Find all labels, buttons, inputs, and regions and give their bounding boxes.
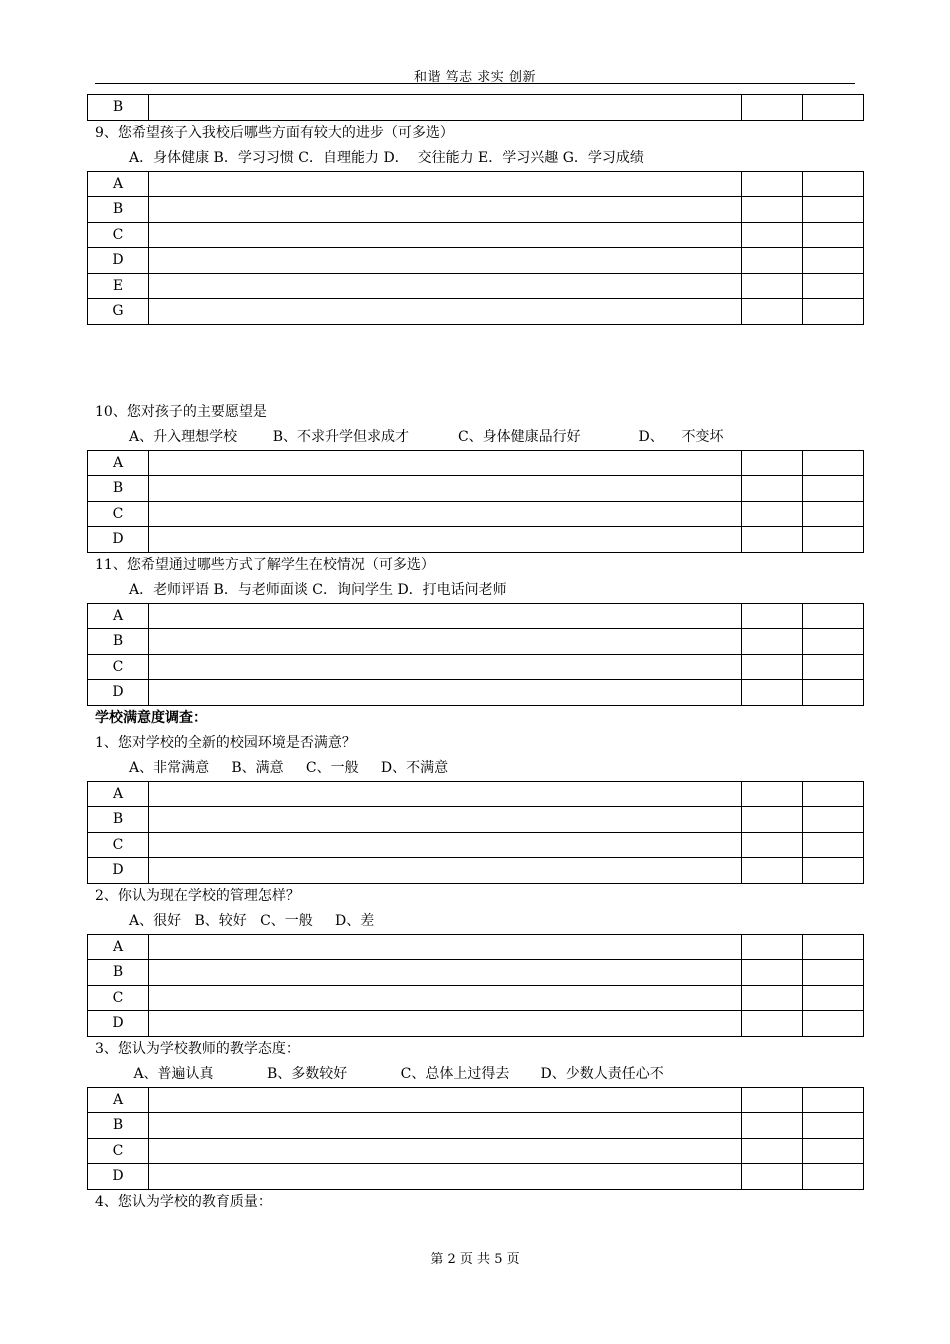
- tally-cell[interactable]: [742, 934, 803, 960]
- table-row: [88, 171, 864, 197]
- answer-cell[interactable]: [149, 629, 742, 655]
- option-label-cell: A: [88, 934, 149, 960]
- percent-cell[interactable]: [803, 171, 864, 197]
- options-text: A、普遍认真 B、多数较好 C、总体上过得去 D、少数人责任心不: [129, 1065, 664, 1082]
- tally-cell[interactable]: [742, 527, 803, 553]
- answer-cell[interactable]: [149, 985, 742, 1011]
- option-label-cell: A: [88, 781, 149, 807]
- option-label-cell: A: [88, 1087, 149, 1113]
- answer-cell[interactable]: [149, 450, 742, 476]
- percent-cell[interactable]: [803, 1011, 864, 1037]
- table-row: [88, 781, 864, 807]
- option-label-cell: B: [88, 629, 149, 655]
- header-divider: [95, 83, 855, 84]
- tally-cell[interactable]: [742, 680, 803, 706]
- table-row: [88, 985, 864, 1011]
- answer-table: [87, 781, 864, 884]
- answer-table: [87, 603, 864, 706]
- tally-cell[interactable]: [742, 299, 803, 325]
- percent-cell[interactable]: [803, 273, 864, 299]
- table-row: [88, 197, 864, 223]
- table-row: [88, 476, 864, 502]
- answer-cell[interactable]: [149, 476, 742, 502]
- table-row: [88, 248, 864, 274]
- percent-cell[interactable]: [803, 832, 864, 858]
- table-row: [88, 654, 864, 680]
- answer-cell[interactable]: [149, 858, 742, 884]
- percent-cell[interactable]: [803, 858, 864, 884]
- percent-cell[interactable]: [803, 629, 864, 655]
- tally-cell[interactable]: [742, 450, 803, 476]
- table-row: [88, 603, 864, 629]
- option-label-cell: C: [88, 501, 149, 527]
- option-label-cell: D: [88, 680, 149, 706]
- tally-cell[interactable]: [742, 807, 803, 833]
- table-row: [88, 1113, 864, 1139]
- table-row: [88, 1138, 864, 1164]
- table-row: [88, 299, 864, 325]
- table-row: [88, 1011, 864, 1037]
- answer-cell[interactable]: [149, 1087, 742, 1113]
- table-row: [88, 934, 864, 960]
- answer-cell[interactable]: [149, 934, 742, 960]
- answer-cell[interactable]: [149, 527, 742, 553]
- percent-cell[interactable]: [803, 654, 864, 680]
- tally-cell[interactable]: [742, 1164, 803, 1190]
- tally-cell[interactable]: [742, 273, 803, 299]
- option-label-cell: D: [88, 1011, 149, 1037]
- tally-cell[interactable]: [742, 960, 803, 986]
- answer-cell[interactable]: [149, 654, 742, 680]
- survey-content: [87, 94, 864, 1215]
- percent-cell[interactable]: [803, 501, 864, 527]
- option-label-cell: E: [88, 273, 149, 299]
- answer-cell[interactable]: [149, 197, 742, 223]
- option-label-cell: D: [88, 527, 149, 553]
- table-row: [88, 680, 864, 706]
- options-text: A、升入理想学校 B、不求升学但求成才 C、身体健康品行好 D、 不变坏: [129, 428, 724, 445]
- percent-cell[interactable]: [803, 450, 864, 476]
- answer-cell[interactable]: [149, 1138, 742, 1164]
- option-label-cell: C: [88, 1138, 149, 1164]
- option-label-cell: B: [88, 807, 149, 833]
- tally-cell[interactable]: [742, 985, 803, 1011]
- percent-cell[interactable]: [803, 1113, 864, 1139]
- spacer: [87, 325, 864, 400]
- option-label-cell: A: [88, 450, 149, 476]
- tally-cell[interactable]: [742, 197, 803, 223]
- percent-cell[interactable]: [803, 197, 864, 223]
- percent-cell[interactable]: [803, 299, 864, 325]
- answer-cell[interactable]: [149, 781, 742, 807]
- answer-cell[interactable]: [149, 299, 742, 325]
- table-row: [88, 807, 864, 833]
- tally-cell[interactable]: [742, 629, 803, 655]
- table-row: [88, 629, 864, 655]
- tally-cell[interactable]: [742, 1113, 803, 1139]
- tally-cell[interactable]: [742, 832, 803, 858]
- page-footer: 第 2 页 共 5 页: [430, 1252, 520, 1267]
- question-text: 4、您认为学校的教育质量：: [95, 1193, 272, 1210]
- answer-table: [87, 171, 864, 325]
- tally-cell[interactable]: [742, 1087, 803, 1113]
- tally-cell[interactable]: [742, 1011, 803, 1037]
- tally-cell[interactable]: [742, 654, 803, 680]
- table-row: [88, 501, 864, 527]
- table-row: [88, 95, 864, 121]
- answer-cell[interactable]: [149, 248, 742, 274]
- page-header-motto: 和谐 笃志 求实 创新: [414, 70, 536, 85]
- answer-cell[interactable]: [149, 273, 742, 299]
- table-row: [88, 527, 864, 553]
- option-label-cell: D: [88, 1164, 149, 1190]
- table-row: [88, 1087, 864, 1113]
- tally-cell[interactable]: [742, 95, 803, 121]
- tally-cell[interactable]: [742, 248, 803, 274]
- percent-cell[interactable]: [803, 476, 864, 502]
- tally-cell[interactable]: [742, 222, 803, 248]
- option-label-cell: G: [88, 299, 149, 325]
- tally-cell[interactable]: [742, 603, 803, 629]
- percent-cell[interactable]: [803, 934, 864, 960]
- tally-cell[interactable]: [742, 858, 803, 884]
- question-text: 10、您对孩子的主要愿望是: [95, 403, 267, 420]
- table-row: [88, 960, 864, 986]
- percent-cell[interactable]: [803, 527, 864, 553]
- answer-cell[interactable]: [149, 1113, 742, 1139]
- table-row: [88, 858, 864, 884]
- options-text: A．老师评语 B．与老师面谈 C．询问学生 D．打电话问老师: [129, 581, 507, 598]
- answer-table: [87, 1087, 864, 1190]
- option-label-cell: C: [88, 654, 149, 680]
- answer-cell[interactable]: [149, 1164, 742, 1190]
- option-label-cell: A: [88, 603, 149, 629]
- table-row: [88, 222, 864, 248]
- option-label-cell: B: [88, 476, 149, 502]
- option-label-cell: B: [88, 1113, 149, 1139]
- answer-cell[interactable]: [149, 807, 742, 833]
- answer-cell[interactable]: [149, 171, 742, 197]
- answer-table: [87, 934, 864, 1037]
- answer-cell[interactable]: [149, 680, 742, 706]
- tally-cell[interactable]: [742, 781, 803, 807]
- question-text: 9、您希望孩子入我校后哪些方面有较大的进步（可多选）: [95, 124, 454, 141]
- percent-cell[interactable]: [803, 1087, 864, 1113]
- answer-cell[interactable]: [149, 95, 742, 121]
- percent-cell[interactable]: [803, 807, 864, 833]
- answer-cell[interactable]: [149, 832, 742, 858]
- table-row: [88, 832, 864, 858]
- table-row: [88, 1164, 864, 1190]
- percent-cell[interactable]: [803, 603, 864, 629]
- question-text: 11、您希望通过哪些方式了解学生在校情况（可多选）: [95, 556, 435, 573]
- answer-table: [87, 450, 864, 553]
- answer-table: [87, 94, 864, 121]
- percent-cell[interactable]: [803, 781, 864, 807]
- question-text: 2、你认为现在学校的管理怎样？: [95, 887, 300, 904]
- question-text: 3、您认为学校教师的教学态度：: [95, 1040, 300, 1057]
- section-heading: 学校满意度调查：: [95, 709, 207, 726]
- answer-cell[interactable]: [149, 603, 742, 629]
- answer-cell[interactable]: [149, 1011, 742, 1037]
- option-label-cell: A: [88, 171, 149, 197]
- percent-cell[interactable]: [803, 222, 864, 248]
- answer-cell[interactable]: [149, 960, 742, 986]
- tally-cell[interactable]: [742, 171, 803, 197]
- answer-cell[interactable]: [149, 501, 742, 527]
- percent-cell[interactable]: [803, 985, 864, 1011]
- options-text: A、非常满意 B、满意 C、一般 D、不满意: [129, 759, 449, 776]
- tally-cell[interactable]: [742, 501, 803, 527]
- percent-cell[interactable]: [803, 680, 864, 706]
- option-label-cell: B: [88, 960, 149, 986]
- option-label-cell: C: [88, 222, 149, 248]
- tally-cell[interactable]: [742, 476, 803, 502]
- option-label-cell: B: [88, 95, 149, 121]
- option-label-cell: B: [88, 197, 149, 223]
- tally-cell[interactable]: [742, 1138, 803, 1164]
- percent-cell[interactable]: [803, 1164, 864, 1190]
- question-text: 1、您对学校的全新的校园环境是否满意？: [95, 734, 356, 751]
- option-label-cell: C: [88, 832, 149, 858]
- table-row: [88, 273, 864, 299]
- options-text: A．身体健康 B．学习习惯 C．自理能力 D． 交往能力 E．学习兴趣 G．学习成绩: [129, 149, 644, 166]
- option-label-cell: C: [88, 985, 149, 1011]
- options-text: A、很好 B、较好 C、一般 D、差: [129, 912, 375, 929]
- percent-cell[interactable]: [803, 960, 864, 986]
- answer-cell[interactable]: [149, 222, 742, 248]
- percent-cell[interactable]: [803, 248, 864, 274]
- table-row: [88, 450, 864, 476]
- option-label-cell: D: [88, 858, 149, 884]
- option-label-cell: D: [88, 248, 149, 274]
- percent-cell[interactable]: [803, 95, 864, 121]
- percent-cell[interactable]: [803, 1138, 864, 1164]
